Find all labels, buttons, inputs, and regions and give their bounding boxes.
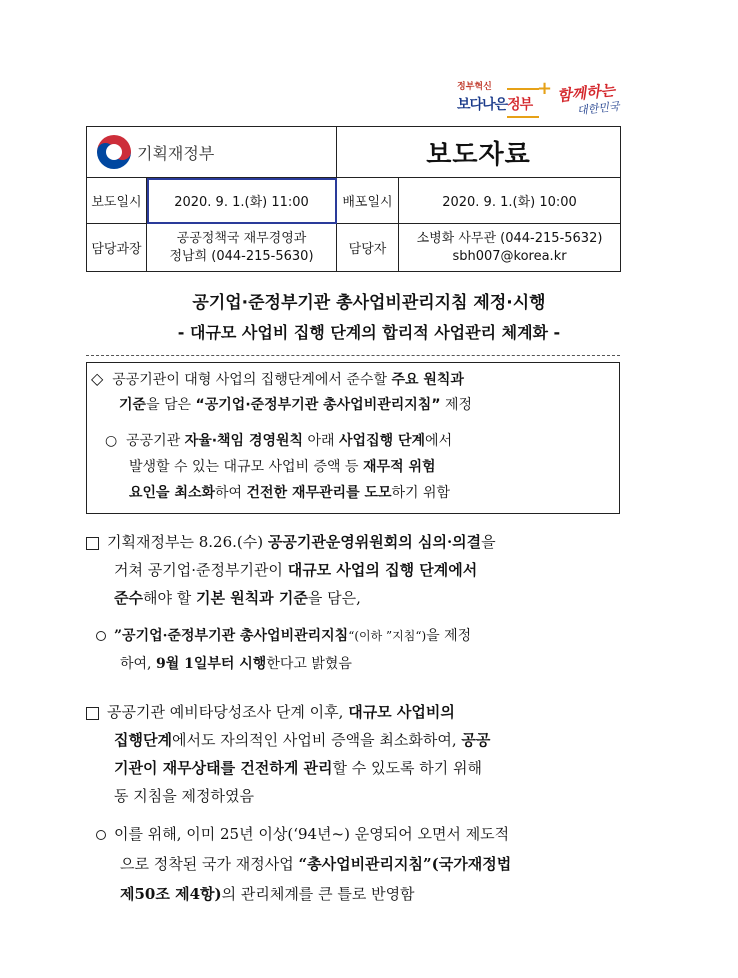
summary-bold: 재무적 위험 [363, 459, 436, 475]
paragraph-1-line-3 [114, 588, 361, 609]
body-text: 해야 할 [142, 589, 196, 607]
paragraph-2-line-4 [114, 786, 254, 807]
summary-bold: 건전한 재무관리를 도모 [246, 485, 392, 501]
summary-bold: 요인을 최소화 [129, 485, 216, 501]
slogan-handwriting-2: 대한민국 [576, 99, 621, 118]
body-text: 하여, [120, 656, 156, 672]
square-bullet-icon [86, 537, 99, 550]
ministry-name: 기획재정부 [137, 143, 215, 163]
slogan-bracket-shape [507, 88, 539, 118]
summary-line-1 [91, 369, 623, 390]
body-bold: 기관이 재무상태를 건전하게 관리 [114, 759, 333, 777]
body-bold: 9월 1일부터 시행 [155, 656, 267, 672]
summary-bold: 자율·책임 경영원칙 [184, 433, 304, 449]
press-release-header-table [86, 126, 621, 272]
title-divider [86, 355, 620, 356]
body-text: 을 [481, 533, 496, 551]
sub-item-1-line-2 [120, 654, 352, 675]
summary-text: 아래 [303, 433, 340, 449]
department-line-2: 정남희 (044-215-5630) [169, 248, 314, 264]
department-head-label: 담당과장 [87, 224, 147, 272]
government-innovation-slogan-logo [457, 80, 627, 124]
body-bold: 집행단계 [114, 731, 172, 749]
body-text: “(이하 ”지침“) [348, 629, 427, 643]
body-text: 에서도 자의적인 사업비 증액을 최소화하여, [171, 731, 462, 749]
slogan-handwriting-1: 함께하는 [556, 81, 616, 105]
department-line-1: 공공정책국 재무경영과 [176, 230, 307, 246]
square-bullet-icon [86, 707, 99, 720]
body-text: 한다고 밝혔음 [266, 656, 352, 672]
body-text: 할 수 있도록 하기 위해 [332, 759, 483, 777]
department-head-value [147, 224, 337, 272]
circle-bullet-icon [96, 830, 106, 840]
slogan-government-text: 정부 [507, 97, 533, 113]
body-bold: 공공 [461, 731, 491, 749]
taegeuk-emblem-icon [97, 135, 131, 169]
slogan-better-text: 보다나은 [457, 97, 508, 113]
summary-line-4 [129, 457, 661, 477]
contact-line-1: 소병화 사무관 (044-215-5632) [416, 230, 603, 246]
sub-item-2-line-3 [120, 884, 415, 905]
slogan-small-text: 정부혁신 [457, 82, 492, 92]
body-text: 공공기관 예비타당성조사 단계 이후, [107, 703, 349, 721]
contact-label: 담당자 [337, 224, 399, 272]
paragraph-2-line-1 [86, 702, 455, 723]
contact-value [399, 224, 621, 272]
ministry-logo-cell [87, 127, 337, 178]
sub-title: - 대규모 사업비 집행 단계의 합리적 사업관리 체계화 - [177, 323, 561, 342]
document-type-cell [337, 127, 621, 178]
paragraph-2-line-3 [114, 758, 482, 779]
body-bold: 기본 원칙과 기준 [196, 589, 308, 607]
sub-item-2-line-2 [120, 854, 511, 875]
body-bold: ”공기업·준정부기관 총사업비관리지침 [114, 628, 349, 644]
paragraph-2-line-2 [114, 730, 490, 751]
body-text: 으로 정착된 국가 재정사업 [120, 855, 299, 873]
circle-bullet-icon: ○ [105, 433, 118, 449]
summary-line-2 [119, 395, 651, 415]
summary-bold: “공기업·준정부기관 총사업비관리지침” [195, 397, 441, 413]
diamond-icon: ◇ [91, 369, 104, 388]
body-text: 기획재정부는 8.26.(수) [107, 533, 268, 551]
body-text: 을 담은, [307, 589, 361, 607]
contact-email: sbh007@korea.kr [452, 248, 567, 264]
body-text: 동 지침을 제정하였음 [114, 787, 254, 805]
summary-text: 하여 [215, 485, 247, 501]
summary-line-3 [105, 431, 637, 451]
summary-text: 하기 위함 [391, 485, 451, 501]
report-date-value: 2020. 9. 1.(화) 11:00 [147, 178, 337, 224]
summary-text: 발생할 수 있는 대규모 사업비 증액 등 [129, 459, 364, 475]
paragraph-1-line-1 [86, 532, 496, 553]
body-bold: “총사업비관리지침”(국가재정법 [298, 855, 512, 873]
body-bold: 공공기관운영위원회의 심의·의결 [267, 533, 482, 551]
summary-text: 제정 [440, 397, 473, 413]
summary-bold: 주요 원칙과 [391, 372, 464, 388]
summary-bold: 기준 [119, 397, 147, 413]
body-bold: 준수 [114, 589, 143, 607]
sub-item-1-line-1 [96, 626, 471, 647]
summary-box [86, 362, 620, 514]
body-text: 을 제정 [426, 628, 472, 644]
body-bold: 대규모 사업비의 [348, 703, 455, 721]
body-text: 의 관리체계를 큰 틀로 반영함 [221, 885, 415, 903]
paragraph-1-line-2 [114, 560, 477, 581]
body-bold: 제50조 제4항) [120, 885, 222, 903]
report-date-label: 보도일시 [87, 178, 147, 224]
summary-text: 을 담은 [146, 397, 196, 413]
summary-text: 공공기관이 대형 사업의 집행단계에서 준수할 [112, 372, 392, 388]
body-text: 거쳐 공기업·준정부기관이 [114, 561, 288, 579]
distribution-date-value: 2020. 9. 1.(화) 10:00 [399, 178, 621, 224]
summary-bold: 사업집행 단계 [339, 433, 426, 449]
body-text: 이를 위해, 이미 25년 이상(‘94년~) 운영되어 오면서 제도적 [114, 825, 510, 843]
summary-line-5 [129, 483, 661, 503]
main-title: 공기업·준정부기관 총사업비관리지침 제정·시행 [192, 293, 546, 313]
circle-bullet-icon [96, 631, 106, 641]
summary-text: 에서 [425, 433, 453, 449]
summary-text: 공공기관 [126, 433, 185, 449]
distribution-date-label: 배포일시 [337, 178, 399, 224]
document-type-title: 보도자료 [426, 139, 531, 170]
sub-item-2-line-1 [96, 824, 509, 845]
plus-icon: + [537, 78, 553, 99]
body-bold: 대규모 사업의 집행 단계에서 [287, 561, 478, 579]
